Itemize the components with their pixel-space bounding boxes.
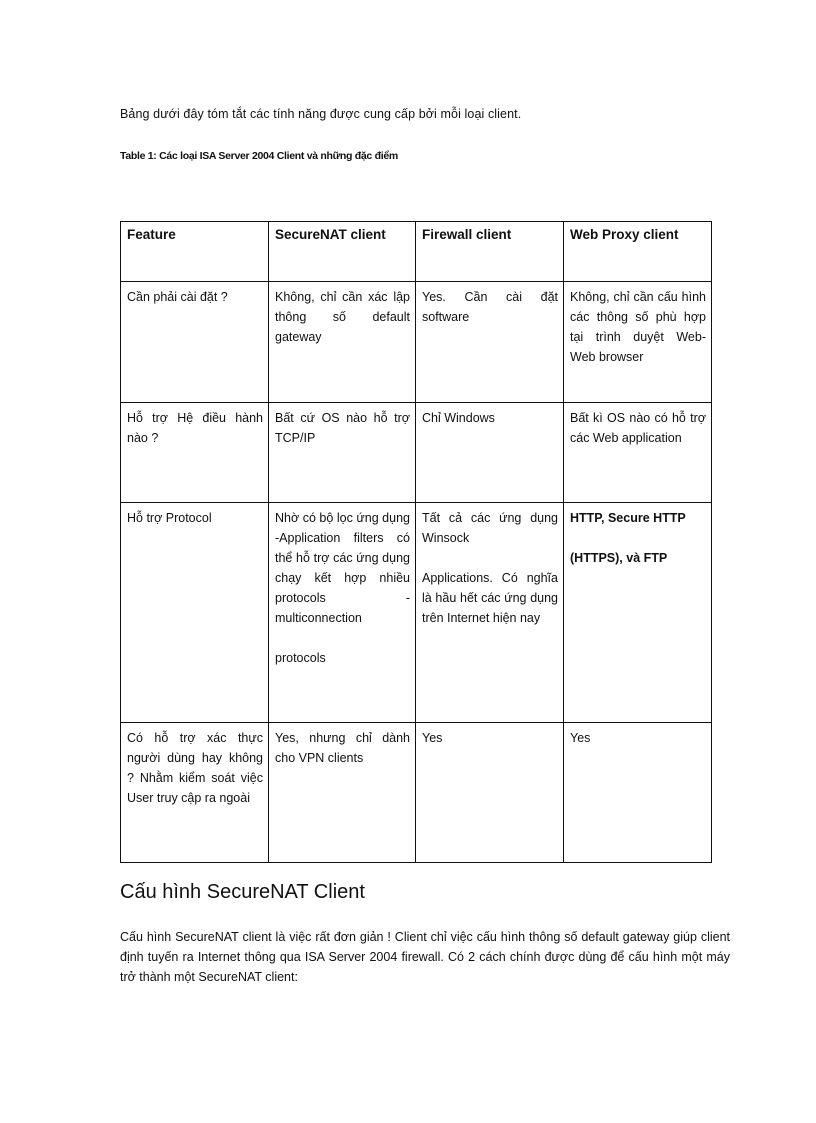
header-securenat: SecureNAT client (269, 222, 416, 282)
row-auth-firewall: Yes (422, 731, 443, 745)
row-os-feature: Hỗ trợ Hệ điều hành nào ? (127, 411, 263, 445)
table-row (121, 282, 712, 403)
table-row (121, 403, 712, 503)
row-protocol-securenat: Nhờ có bộ lọc ứng dụng -Application filters có thể hỗ trợ các ứng dụng chạy kết hợp nhiều protocols -multiconnection protocols (275, 511, 410, 665)
row-install-securenat: Không, chỉ cần xác lập thông số default gateway (275, 290, 410, 344)
table-caption: Table 1: Các loại ISA Server 2004 Client và những đặc điểm (120, 150, 398, 162)
table-header-row (121, 222, 712, 282)
header-webproxy: Web Proxy client (564, 222, 712, 282)
row-os-webproxy: Bất kì OS nào có hỗ trợ các Web application (570, 411, 706, 445)
row-install-webproxy: Không, chỉ cần cấu hình các thông số phù hợp tại trình duyệt Web- Web browser (570, 290, 706, 364)
row-protocol-firewall: Tất cả các ứng dụng Winsock Applications. Có nghĩa là hầu hết các ứng dụng trên Internet hiện nay (422, 511, 558, 625)
row-os-firewall: Chỉ Windows (422, 411, 495, 425)
row-auth-securenat: Yes, nhưng chỉ dành cho VPN clients (275, 731, 410, 765)
row-install-firewall: Yes. Cần cài đặt software (422, 290, 558, 324)
header-firewall: Firewall client (416, 222, 564, 282)
row-auth-webproxy: Yes (570, 731, 591, 745)
client-features-table (120, 221, 712, 863)
section-paragraph: Cấu hình SecureNAT client là việc rất đơn giản ! Client chỉ việc cấu hình thông số default gateway giúp client định tuyến ra Internet thông qua ISA Server 2004 firewall. Có 2 cách chính được dùng để cấu hình một máy trở thành một SecureNAT client: (120, 930, 730, 984)
row-install-feature: Cần phải cài đặt ? (127, 290, 228, 304)
row-protocol-webproxy: HTTP, Secure HTTP (HTTPS), và FTP (570, 511, 686, 565)
row-auth-feature: Có hỗ trợ xác thực người dùng hay không ? Nhằm kiểm soát việc User truy cập ra ngoài (127, 731, 263, 805)
header-feature: Feature (121, 222, 269, 282)
intro-text: Bảng dưới đây tóm tắt các tính năng được cung cấp bởi mỗi loại client. (120, 107, 522, 121)
table-row (121, 723, 712, 863)
row-os-securenat: Bất cứ OS nào hỗ trợ TCP/IP (275, 411, 410, 445)
table-row (121, 503, 712, 723)
section-heading: Cấu hình SecureNAT Client (120, 881, 365, 903)
row-protocol-feature: Hỗ trợ Protocol (127, 511, 212, 525)
